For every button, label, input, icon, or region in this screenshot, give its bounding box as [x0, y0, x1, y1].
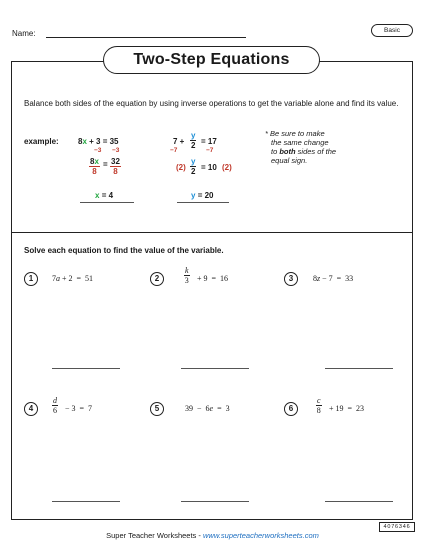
example-left-fraction-lhs: $\frac{8x}{8}$ [90, 157, 99, 176]
problem-number-1: 1 [24, 272, 38, 286]
answer-line-4[interactable] [52, 501, 120, 502]
problem-equation-2: + 9 = 16 [197, 274, 229, 283]
example-right-subtract-right: −7 [206, 147, 214, 154]
example-right-answer-line [177, 202, 229, 203]
problem-number-6: 6 [284, 402, 298, 416]
problem-equation-4: − 3 = 7 [65, 404, 93, 413]
solve-prompt: Solve each equation to find the value of the variable. [24, 246, 224, 255]
example-right-answer: y = 20 [191, 191, 214, 200]
example-left-fraction-rhs: $\frac{32}{8}$ [111, 157, 120, 176]
example-right-subtract-left: −7 [170, 147, 178, 154]
name-label: Name: [12, 29, 36, 38]
problem-number-2: 2 [150, 272, 164, 286]
example-right-fraction-1: $\frac{y}{2}$ [191, 131, 196, 150]
example-left-equals: = [103, 160, 108, 169]
footer [0, 531, 425, 540]
example-right-multiply-left: (2) [176, 163, 186, 172]
footer-brand: Super Teacher Worksheets - [106, 531, 203, 540]
problem-number-5: 5 [150, 402, 164, 416]
problem-fraction-4: $\frac{d}{6}$ [53, 396, 57, 415]
answer-line-3[interactable] [325, 368, 393, 369]
level-badge: Basic [371, 24, 413, 37]
worksheet-code: 4076346 [379, 522, 415, 532]
answer-line-1[interactable] [52, 368, 120, 369]
problem-equation-1: 7a + 2 = 51 [52, 274, 94, 283]
instructions-text: Balance both sides of the equation by using inverse operations to get the variable alone and find its value. [24, 99, 399, 108]
example-left-line1: 8x + 3 = 35 [78, 137, 119, 146]
example-right-fraction-2: $\frac{y}{2}$ [191, 157, 196, 176]
problem-number-4: 4 [24, 402, 38, 416]
example-right-const: 7 + [173, 137, 185, 146]
footer-site-link[interactable]: www.superteacherworksheets.com [202, 531, 319, 540]
example-note: * Be sure to make the same change to both sides of the equal sign. [265, 129, 337, 165]
answer-line-2[interactable] [181, 368, 249, 369]
name-field-line[interactable] [46, 37, 246, 38]
problem-fraction-6: $\frac{c}{8}$ [316, 396, 321, 415]
answer-line-6[interactable] [325, 501, 393, 502]
problem-number-3: 3 [284, 272, 298, 286]
example-left-answer: x = 4 [95, 191, 114, 200]
answer-line-5[interactable] [181, 501, 249, 502]
example-right-line2-rest: = 10 [201, 163, 217, 172]
worksheet-title: Two-Step Equations [103, 46, 320, 74]
problem-equation-6: + 19 = 23 [329, 404, 365, 413]
example-label: example: [24, 137, 59, 146]
problem-equation-5: 39 − 6e = 3 [185, 404, 230, 413]
section-divider [11, 232, 413, 233]
example-left-answer-line [80, 202, 134, 203]
example-left-subtract-right: −3 [112, 147, 120, 154]
problem-equation-3: 8z − 7 = 33 [313, 274, 354, 283]
example-right-multiply-right: (2) [222, 163, 232, 172]
example-left-subtract-left: −3 [94, 147, 102, 154]
problem-fraction-2: $\frac{k}{3}$ [184, 266, 189, 285]
example-right-line1-rest: = 17 [201, 137, 217, 146]
